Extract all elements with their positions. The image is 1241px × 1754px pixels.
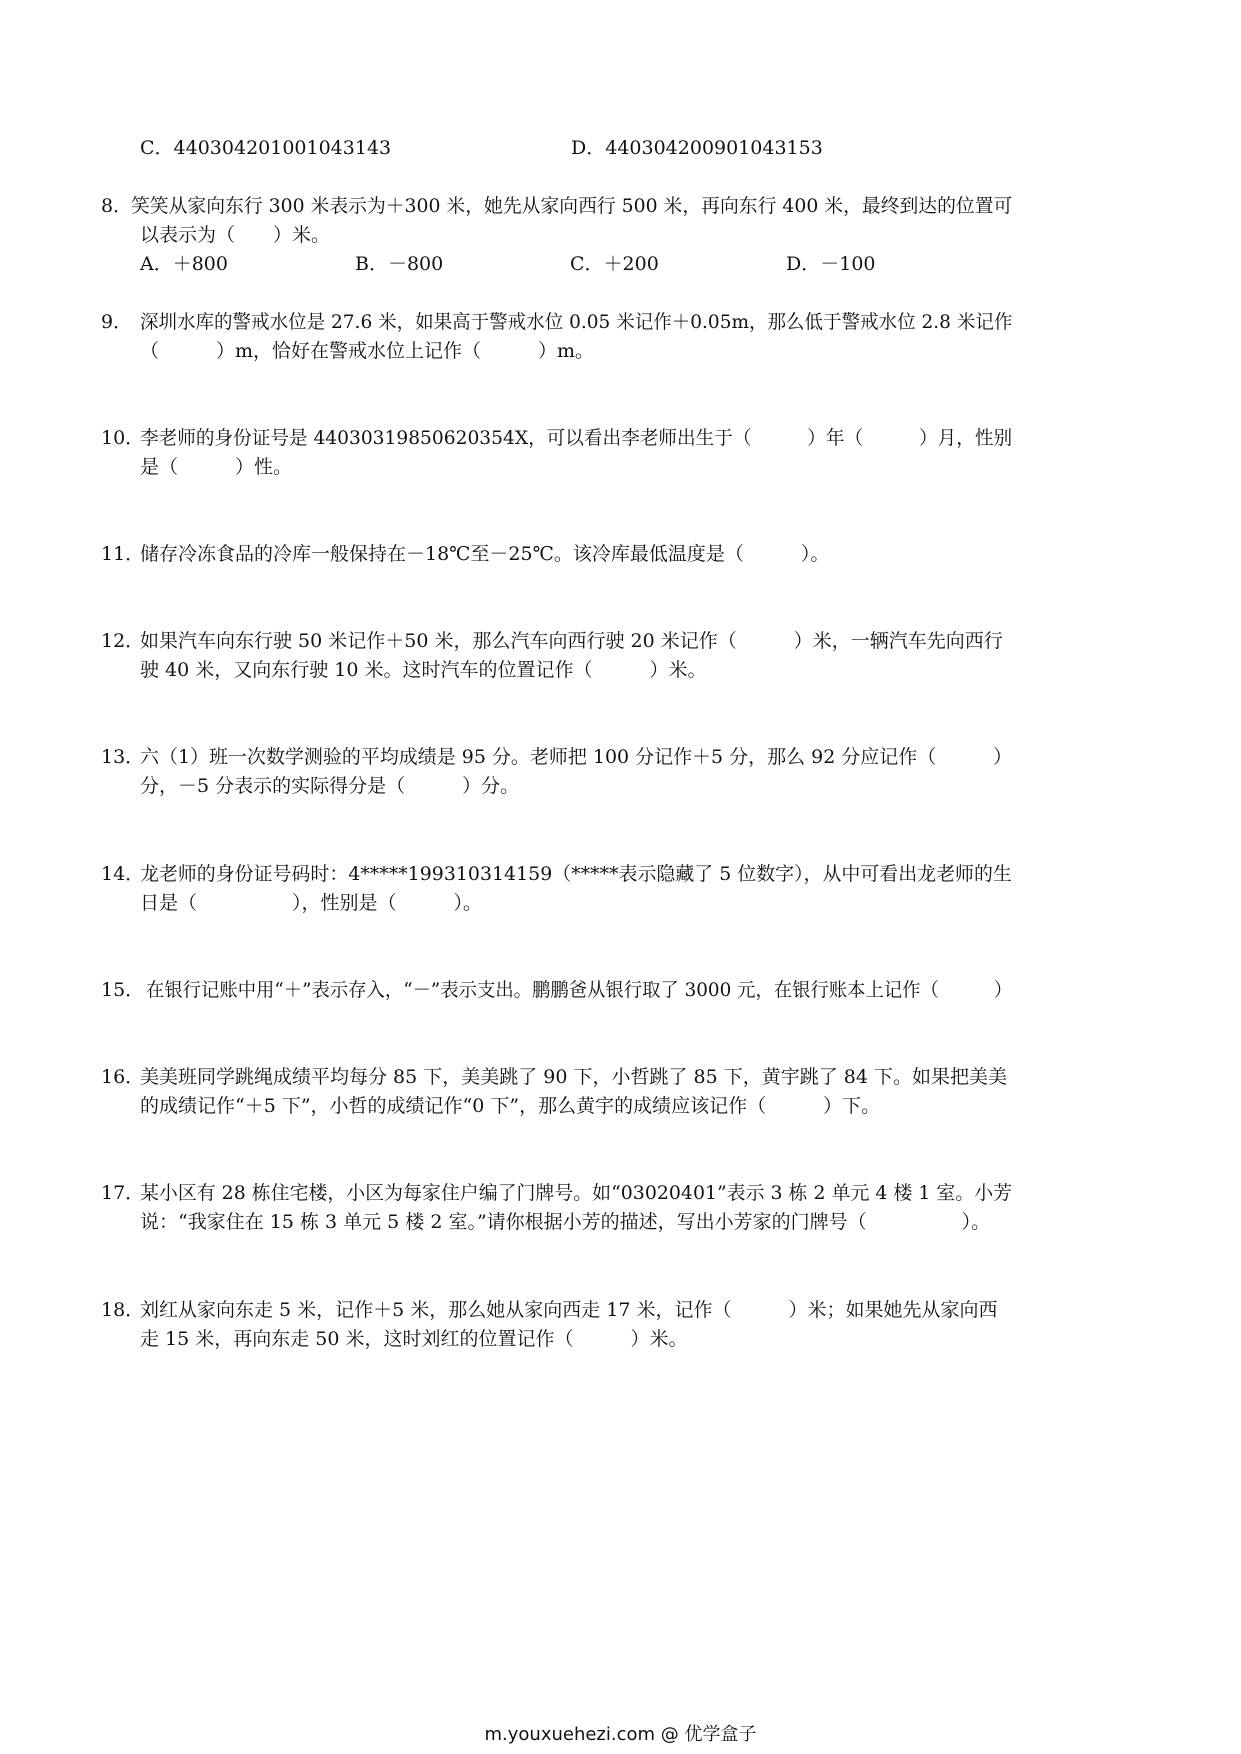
- q12-number: 12．: [101, 630, 145, 652]
- q11-text-line1: 储存冷冻食品的冷库一般保持在－18℃至－25℃。该冷库最低温度是（ ）。: [140, 543, 830, 565]
- q8-option-d: D．－100: [786, 253, 876, 275]
- q16-text-line2: 的成绩记作“＋5 下”，小哲的成绩记作“0 下”，那么黄宇的成绩应该记作（ ）下。: [140, 1095, 881, 1117]
- q7-option-c: C．440304201001043143: [140, 137, 392, 159]
- q12-text-line1: 如果汽车向东行驶 50 米记作＋50 米，那么汽车向西行驶 20 米记作（ ）米，一辆汽车先向西行: [140, 630, 1003, 652]
- q15-text-line1: 在银行记账中用“＋”表示存入，“－”表示支出。鹏鹏爸从银行取了 3000 元，在银行账本上记作（ ）: [146, 979, 1013, 1001]
- q13-number: 13．: [101, 746, 145, 768]
- q8-text-line1: 笑笑从家向东行 300 米表示为＋300 米，她先从家向西行 500 米，再向东行 400 米，最终到达的位置可: [131, 195, 1013, 217]
- q8-option-b: B．－800: [355, 253, 444, 275]
- q17-text-line1: 某小区有 28 栋住宅楼，小区为每家住户编了门牌号。如“03020401”表示 3 栋 2 单元 4 楼 1 室。小芳: [140, 1182, 1013, 1204]
- q18-text-line1: 刘红从家向东走 5 米，记作＋5 米，那么她从家向西走 17 米，记作（ ）米；如果她先从家向西: [140, 1299, 998, 1321]
- q14-text-line2: 日是（ ），性别是（ ）。: [140, 892, 483, 914]
- q15-number: 15．: [101, 979, 145, 1001]
- q13-text-line2: 分，－5 分表示的实际得分是（ ）分。: [140, 775, 520, 797]
- q10-text-line2: 是（ ）性。: [140, 456, 293, 478]
- q7-option-d: D．440304200901043153: [571, 137, 823, 159]
- q14-text-line1: 龙老师的身份证号码时：4*****199310314159（*****表示隐藏了 5 位数字），从中可看出龙老师的生: [140, 863, 1012, 885]
- q8-number: 8．: [101, 195, 133, 217]
- footer-watermark: m.youxuehezi.com @ 优学盒子: [484, 1724, 757, 1745]
- q16-text-line1: 美美班同学跳绳成绩平均每分 85 下，美美跳了 90 下，小哲跳了 85 下，黄宇跳了 84 下。如果把美美: [140, 1066, 1008, 1088]
- q12-text-line2: 驶 40 米，又向东行驶 10 米。这时汽车的位置记作（ ）米。: [140, 659, 707, 681]
- q9-text-line1: 深圳水库的警戒水位是 27.6 米，如果高于警戒水位 0.05 米记作＋0.05m，那么低于警戒水位 2.8 米记作: [140, 311, 1013, 333]
- q18-text-line2: 走 15 米，再向东走 50 米，这时刘红的位置记作（ ）米。: [140, 1328, 688, 1350]
- q16-number: 16．: [101, 1066, 145, 1088]
- q8-text-line2: 以表示为（ ）米。: [140, 224, 331, 246]
- q8-option-a: A．＋800: [140, 253, 228, 275]
- q10-number: 10．: [101, 427, 145, 449]
- q8-option-c: C．＋200: [570, 253, 659, 275]
- q13-text-line1: 六（1）班一次数学测验的平均成绩是 95 分。老师把 100 分记作＋5 分，那么 92 分应记作（ ）: [140, 746, 1013, 768]
- q17-text-line2: 说：“我家住在 15 栋 3 单元 5 楼 2 室。”请你根据小芳的描述，写出小芳家的门牌号（ ）。: [140, 1211, 991, 1233]
- q14-number: 14．: [101, 863, 145, 885]
- q17-number: 17．: [101, 1182, 145, 1204]
- q11-number: 11．: [101, 543, 145, 565]
- q10-text-line1: 李老师的身份证号是 44030319850620354X，可以看出李老师出生于（ ）年（ ）月，性别: [140, 427, 1013, 449]
- q9-text-line2: （ ）m，恰好在警戒水位上记作（ ）m。: [140, 340, 595, 362]
- q18-number: 18．: [101, 1299, 145, 1321]
- q9-number: 9．: [101, 311, 133, 333]
